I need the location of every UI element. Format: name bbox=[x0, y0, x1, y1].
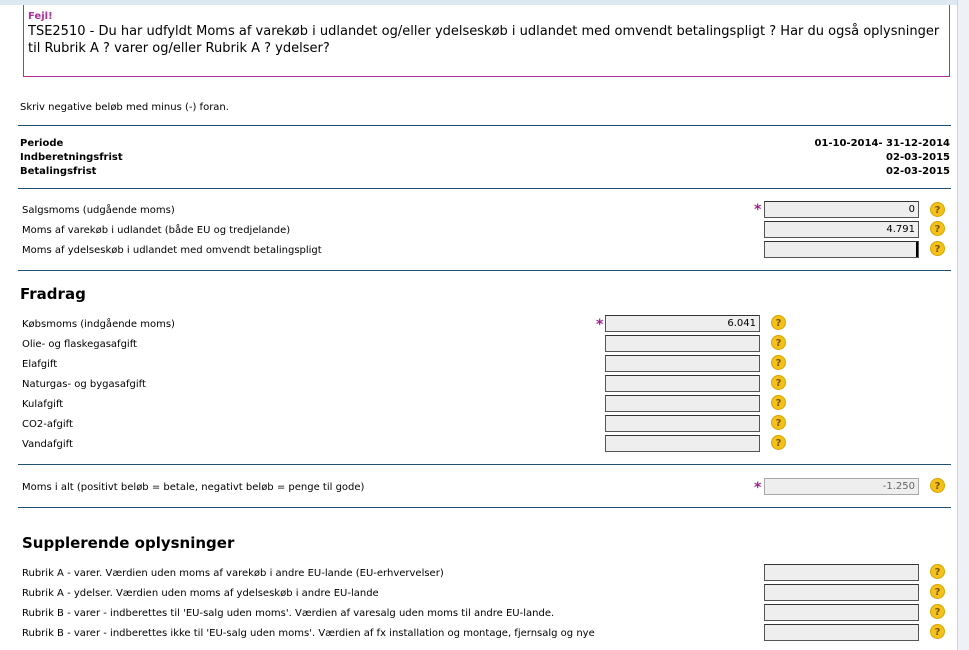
question-icon[interactable]: ? bbox=[930, 221, 945, 236]
salgsmoms-label: Salgsmoms (udgående moms) bbox=[22, 205, 175, 216]
moms-i-alt-label: Moms i alt (positivt beløb = betale, negativt beløb = penge til gode) bbox=[22, 482, 365, 493]
varekob-udland-input[interactable]: 4.791 bbox=[764, 221, 919, 238]
periode-label: Periode bbox=[20, 138, 64, 149]
rubrik-b-ikke-eu-label: Rubrik B - varer - indberettes ikke til 'EU-salg uden moms'. Værdien af fx installation og montage, fjernsalg og nye bbox=[22, 628, 595, 639]
question-icon[interactable]: ? bbox=[930, 478, 945, 493]
rubrik-b-varer-input[interactable] bbox=[764, 604, 919, 621]
error-message: TSE2510 - Du har udfyldt Moms af varekøb i udlandet og/eller ydelseskøb i udlandet med omvendt betalingspligt ? Har du også oplysninger til Rubrik A ? varer og/eller Rubrik A ? ydelser? bbox=[28, 24, 940, 56]
question-icon[interactable]: ? bbox=[930, 604, 945, 619]
rubrik-a-varer-label: Rubrik A - varer. Værdien uden moms af varekøb i andre EU-lande (EU-erhvervelser) bbox=[22, 568, 444, 579]
co2-afgift-label: CO2-afgift bbox=[22, 419, 73, 430]
question-icon[interactable]: ? bbox=[930, 241, 945, 256]
indberetningsfrist-label: Indberetningsfrist bbox=[20, 152, 123, 163]
vertical-scrollbar[interactable] bbox=[957, 0, 969, 650]
vandafgift-input[interactable] bbox=[605, 435, 760, 452]
betalingsfrist-value: 02-03-2015 bbox=[886, 166, 950, 177]
rubrik-b-ikke-eu-input[interactable] bbox=[764, 624, 919, 641]
kulafgift-label: Kulafgift bbox=[22, 399, 64, 410]
fradrag-heading: Fradrag bbox=[20, 285, 86, 303]
periode-value: 01-10-2014- 31-12-2014 bbox=[814, 138, 950, 149]
question-icon[interactable]: ? bbox=[771, 355, 786, 370]
elafgift-label: Elafgift bbox=[22, 359, 58, 370]
olie-flaskegas-label: Olie- og flaskegasafgift bbox=[22, 339, 137, 350]
question-icon[interactable]: ? bbox=[771, 415, 786, 430]
error-box bbox=[23, 5, 950, 77]
naturgas-label: Naturgas- og bygasafgift bbox=[22, 379, 146, 390]
question-icon[interactable]: ? bbox=[771, 315, 786, 330]
rubrik-b-varer-label: Rubrik B - varer - indberettes til 'EU-salg uden moms'. Værdien af varesalg uden moms til andre EU-lande. bbox=[22, 608, 555, 619]
ydelseskob-udland-input[interactable] bbox=[764, 241, 919, 258]
required-marker: * bbox=[754, 480, 762, 496]
divider bbox=[18, 188, 951, 189]
question-icon[interactable]: ? bbox=[930, 624, 945, 639]
question-icon[interactable]: ? bbox=[930, 564, 945, 579]
rubrik-a-varer-input[interactable] bbox=[764, 564, 919, 581]
divider bbox=[18, 507, 951, 508]
olie-flaskegas-input[interactable] bbox=[605, 335, 760, 352]
kobsmoms-input[interactable]: 6.041 bbox=[605, 315, 760, 332]
moms-i-alt-output: -1.250 bbox=[764, 478, 919, 495]
question-icon[interactable]: ? bbox=[771, 375, 786, 390]
salgsmoms-input[interactable]: 0 bbox=[764, 201, 919, 218]
required-marker: * bbox=[596, 317, 604, 333]
required-marker: * bbox=[754, 202, 762, 218]
rubrik-a-ydelser-label: Rubrik A - ydelser. Værdien uden moms af ydelseskøb i andre EU-lande bbox=[22, 588, 379, 599]
varekob-udland-label: Moms af varekøb i udlandet (både EU og tredjelande) bbox=[22, 225, 291, 236]
question-icon[interactable]: ? bbox=[930, 584, 945, 599]
divider bbox=[18, 270, 951, 271]
divider bbox=[18, 464, 951, 465]
ydelseskob-udland-label: Moms af ydelseskøb i udlandet med omvendt betalingspligt bbox=[22, 245, 322, 256]
question-icon[interactable]: ? bbox=[771, 395, 786, 410]
vandafgift-label: Vandafgift bbox=[22, 439, 73, 450]
kobsmoms-label: Købsmoms (indgående moms) bbox=[22, 319, 175, 330]
elafgift-input[interactable] bbox=[605, 355, 760, 372]
supplerende-heading: Supplerende oplysninger bbox=[22, 534, 235, 552]
question-icon[interactable]: ? bbox=[771, 435, 786, 450]
naturgas-input[interactable] bbox=[605, 375, 760, 392]
error-title: Fejl! bbox=[28, 11, 53, 22]
question-icon[interactable]: ? bbox=[771, 335, 786, 350]
divider bbox=[18, 125, 951, 126]
rubrik-a-ydelser-input[interactable] bbox=[764, 584, 919, 601]
betalingsfrist-label: Betalingsfrist bbox=[20, 166, 97, 177]
question-icon[interactable]: ? bbox=[930, 202, 945, 217]
kulafgift-input[interactable] bbox=[605, 395, 760, 412]
indberetningsfrist-value: 02-03-2015 bbox=[886, 152, 950, 163]
co2-afgift-input[interactable] bbox=[605, 415, 760, 432]
instruction-text: Skriv negative beløb med minus (-) foran. bbox=[20, 102, 229, 113]
